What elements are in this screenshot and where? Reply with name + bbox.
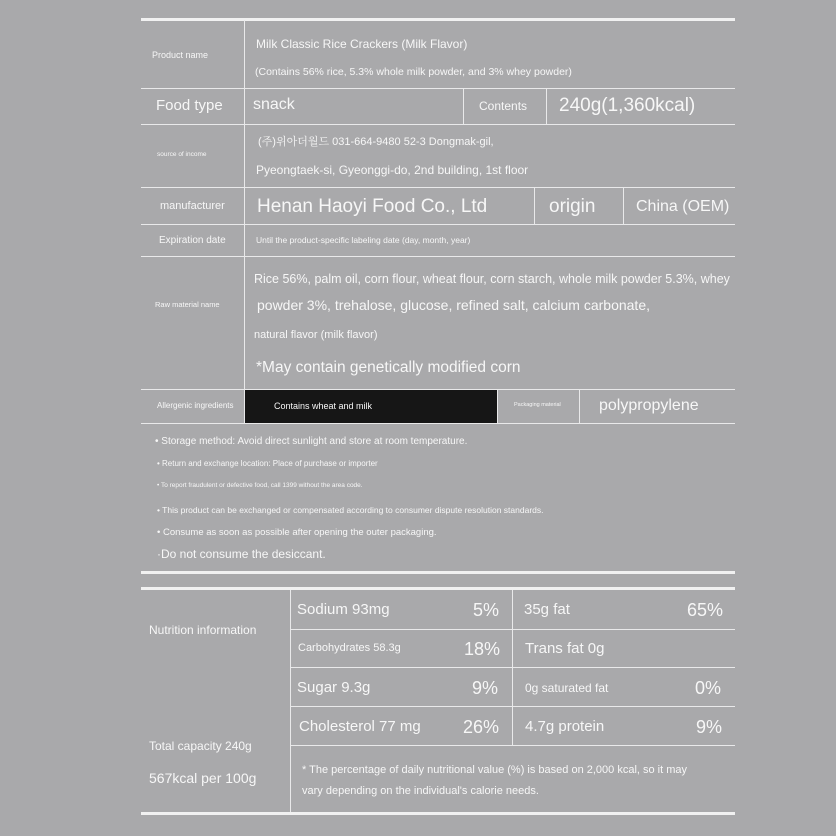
food-type-value: snack	[253, 96, 295, 113]
note-report: • To report fraudulent or defective food, call 1399 without the area code.	[157, 482, 363, 489]
note-exchange: • This product can be exchanged or compensated according to consumer dispute resolution standards.	[157, 505, 544, 515]
total-capacity: Total capacity 240g	[149, 739, 252, 753]
carbohydrates: Carbohydrates 58.3g	[298, 642, 401, 654]
source-label: source of income	[157, 151, 207, 158]
nutrition-top-border	[141, 571, 735, 574]
origin-label: origin	[549, 196, 596, 217]
note-storage: • Storage method: Avoid direct sunlight and store at room temperature.	[155, 436, 468, 447]
carbohydrates-pct: 18%	[464, 639, 501, 659]
cholesterol: Cholesterol 77 mg	[299, 718, 421, 735]
source-line1: (주)위아더월드 031-664-9480 52-3 Dongmak-gil,	[258, 136, 494, 148]
expiration-label: Expiration date	[159, 235, 226, 246]
label-column-divider	[244, 20, 245, 423]
note-consume: • Consume as soon as possible after opening the outer packaging.	[157, 527, 437, 538]
row-divider	[141, 187, 735, 188]
product-name-note: (Contains 56% rice, 5.3% whole milk powder, and 3% whey powder)	[255, 66, 572, 78]
nutrition-label: Nutrition information	[149, 623, 257, 637]
raw-material-label: Raw material name	[155, 300, 220, 309]
raw-material-line3: natural flavor (milk flavor)	[254, 329, 378, 341]
product-name: Milk Classic Rice Crackers (Milk Flavor)	[256, 37, 468, 51]
nutrition-bottom-border	[141, 812, 735, 815]
saturated-fat: 0g saturated fat	[525, 681, 609, 695]
protein-pct: 9%	[696, 717, 723, 737]
food-type-label: Food type	[156, 97, 223, 114]
raw-material-line1: Rice 56%, palm oil, corn flour, wheat flour, corn starch, whole milk powder 5.3%, whey	[254, 272, 730, 286]
expiration-value: Until the product-specific labeling date (day, month, year)	[256, 235, 471, 245]
kcal-per-100g: 567kcal per 100g	[149, 770, 257, 786]
fat: 35g fat	[524, 601, 570, 618]
note-desiccant: ·Do not consume the desiccant.	[157, 547, 326, 561]
protein: 4.7g protein	[525, 718, 605, 735]
nutrition-mid-divider	[512, 590, 513, 745]
note-return: • Return and exchange location: Place of purchase or importer	[157, 459, 378, 468]
sodium: Sodium 93mg	[297, 601, 390, 618]
row-divider	[141, 88, 735, 89]
manufacturer-label: manufacturer	[160, 200, 225, 212]
sugar-pct: 9%	[472, 678, 499, 698]
sodium-pct: 5%	[473, 600, 500, 620]
col-divider	[463, 88, 464, 124]
allergen-value: Contains wheat and milk	[274, 401, 373, 411]
cholesterol-pct: 26%	[463, 717, 500, 737]
top-border	[141, 18, 735, 21]
contents-label: Contents	[479, 99, 528, 113]
product-name-label: Product name	[152, 50, 209, 60]
saturated-fat-pct: 0%	[695, 678, 722, 698]
packaging-label: Packaging material	[514, 402, 561, 408]
row-divider	[141, 256, 735, 257]
col-divider	[579, 389, 580, 423]
contents-value: 240g(1,360kcal)	[559, 95, 696, 116]
sugar: Sugar 9.3g	[297, 679, 371, 696]
fat-pct: 65%	[687, 600, 724, 620]
row-divider	[141, 124, 735, 125]
nutrition-row-divider	[290, 745, 735, 746]
origin-value: China (OEM)	[636, 198, 730, 215]
manufacturer-value: Henan Haoyi Food Co., Ltd	[257, 196, 488, 217]
row-divider	[141, 423, 735, 424]
row-divider	[141, 224, 735, 225]
source-line2: Pyeongtaek-si, Gyeonggi-do, 2nd building, 1st floor	[256, 163, 529, 177]
trans-fat: Trans fat 0g	[525, 640, 605, 657]
col-divider	[534, 187, 535, 224]
raw-material-line2: powder 3%, trehalose, glucose, refined salt, calcium carbonate,	[257, 297, 650, 313]
nutrition-label-divider	[290, 590, 291, 812]
col-divider	[623, 187, 624, 224]
nutrition-footnote-line1: * The percentage of daily nutritional value (%) is based on 2,000 kcal, so it may	[302, 764, 688, 776]
gmo-notice: *May contain genetically modified corn	[256, 359, 521, 376]
nutrition-footnote-line2: vary depending on the individual's calorie needs.	[302, 785, 539, 797]
col-divider	[497, 389, 498, 423]
nutrition-top-border-2	[141, 587, 735, 590]
col-divider	[546, 88, 547, 124]
packaging-value: polypropylene	[599, 397, 699, 414]
allergen-label: Allergenic ingredients	[157, 401, 234, 410]
